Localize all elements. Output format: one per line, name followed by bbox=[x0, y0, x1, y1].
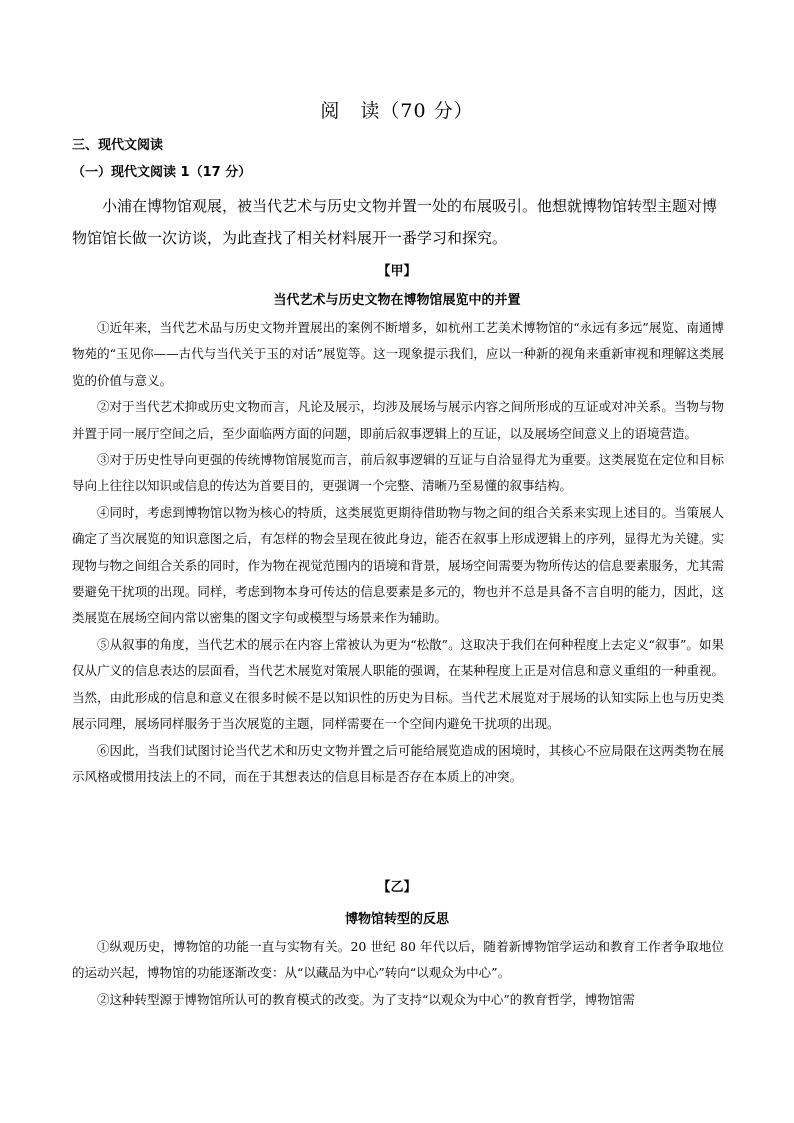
paragraph-a-1: ①近年来，当代艺术品与历史文物并置展出的案例不断增多，如杭州工艺美术博物馆的“永远有多远”展览、南通博物苑的“玉见你——古代与当代关于玉的对话”展览等。这一现象提示我们，应以一种新的视角来重新审视和理解这类展览的价值与意义。 bbox=[72, 320, 724, 388]
paragraph-a-2: ②对于当代艺术抑或历史文物而言，凡论及展示，均涉及展场与展示内容之间所形成的互证或对冲关系。当物与物并置于同一展厅空间之后，至少面临两方面的问题，即前后叙事逻辑上的互证，以及展场空间意义上的语境营造。 bbox=[72, 399, 724, 441]
page-title: 阅 读（70 分） bbox=[320, 100, 474, 122]
paragraph-a-6: ⑥因此，当我们试图讨论当代艺术和历史文物并置之后可能给展览造成的困境时，其核心不应局限在这两类物在展示风格或惯用技法上的不同，而在于其想表达的信息目标是否存在本质上的冲突。 bbox=[72, 742, 724, 784]
subsection-heading: （一）现代文阅读 1（17 分） bbox=[72, 165, 252, 180]
paragraph-a-4: ④同时，考虑到博物馆以物为核心的特质，这类展览更期待借助物与物之间的组合关系来实现上述目的。当策展人确定了当次展览的知识意图之后，有怎样的物会呈现在彼此身边，能否在叙事上形成逻辑上的序列，显得尤为关键。实现物与物之间组合关系的同时，作为物在视觉范围内的语境和背景，展场空间需要为物所传达的信息要素服务，尤其需要避免干扰项的出现。同样，考虑到物本身可传达的信息要素是多元的，物也并不总是具备不言自明的能力，因此，这类展览在展场空间内常以密集的图文字句或模型与场景来作为辅助。 bbox=[72, 504, 724, 626]
material-a-title: 当代艺术与历史文物在博物馆展览中的并置 bbox=[273, 293, 521, 308]
paragraph-a-5: ⑤从叙事的角度，当代艺术的展示在内容上常被认为更为“松散”。这取决于我们在何种程度上去定义“叙事”。如果仅从广义的信息表达的层面看，当代艺术展览对策展人职能的强调，在某种程度上正是对信息和意义重组的一种重视。当然，由此形成的信息和意义在很多时候不是以知识性的历史为目标。当代艺术展览对于展场的认知实际上也与历史类展示同理，展场同样服务于当次展览的主题，同样需要在一个空间内避免干扰项的出现。 bbox=[72, 636, 724, 732]
material-b-label: 【乙】 bbox=[377, 880, 417, 895]
paragraph-a-3: ③对于历史性导向更强的传统博物馆展览而言，前后叙事逻辑的互证与自洽显得尤为重要。这类展览在定位和目标导向上往往以知识或信息的传达为首要目的，更强调一个完整、清晰乃至易懂的叙事结构。 bbox=[72, 452, 724, 494]
intro-paragraph: 小浦在博物馆观展，被当代艺术与历史文物并置一处的布展吸引。他想就博物馆转型主题对博物馆馆长做一次访谈，为此查找了相关材料展开一番学习和探究。 bbox=[72, 197, 718, 247]
section-heading: 三、现代文阅读 bbox=[72, 138, 164, 153]
paragraph-b-2: ②这种转型源于博物馆所认可的教育模式的改变。为了支持“以观众为中心”的教育哲学，博物馆需 bbox=[97, 991, 635, 1007]
material-b-body bbox=[72, 934, 724, 1013]
material-b-title: 博物馆转型的反思 bbox=[344, 912, 449, 927]
material-a-body bbox=[72, 315, 724, 790]
material-a-label: 【甲】 bbox=[377, 264, 417, 279]
paragraph-b-1: ①纵观历史，博物馆的功能一直与实物有关。20 世纪 80 年代以后，随着新博物馆学运动和教育工作者争取地位的运动兴起，博物馆的功能逐渐改变：从“以藏品为中心”转向“以观众为中心”。 bbox=[72, 939, 724, 981]
